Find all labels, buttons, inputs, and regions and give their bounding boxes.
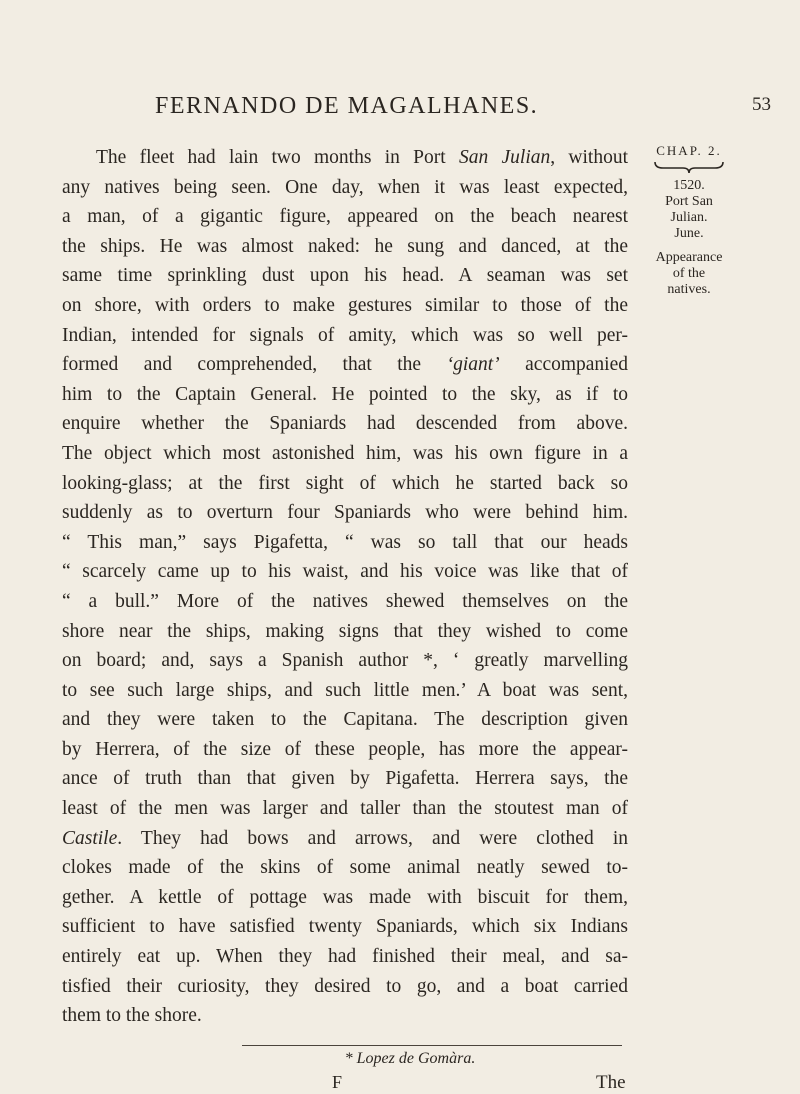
margin-place-1: Port San — [665, 194, 713, 209]
margin-place-2: Julian. — [670, 210, 708, 225]
text-line: Castile. They had bows and arrows, and were clothed in — [62, 827, 628, 849]
text-line: entirely eat up. When they had finished their meal, and sa- — [62, 946, 628, 968]
text-line: clokes made of the skins of some animal neatly sewed to- — [62, 857, 628, 879]
text-line: sufficient to have satisfied twenty Spaniards, which six Indians — [62, 916, 628, 938]
text-line: “ scarcely came up to his waist, and his voice was like that of — [62, 561, 628, 583]
running-title: FERNANDO DE MAGALHANES. — [155, 93, 539, 119]
catchword: The — [596, 1072, 626, 1093]
text-line: tisfied their curiosity, they desired to go, and a boat carried — [62, 975, 628, 997]
text-line: shore near the ships, making signs that they wished to come — [62, 620, 628, 642]
text-line: by Herrera, of the size of these people, has more the appear- — [62, 738, 628, 760]
margin-topic-3: natives. — [667, 282, 711, 297]
margin-notes — [636, 143, 742, 302]
text-line: enquire whether the Spaniards had descended from above. — [62, 413, 628, 435]
text-line: same time sprinkling dust upon his head. A seaman was set — [62, 265, 628, 287]
text-line: him to the Captain General. He pointed to the sky, as if to — [62, 383, 628, 405]
margin-year: 1520. — [673, 178, 705, 193]
page-header — [0, 93, 800, 123]
text-line: a man, of a gigantic figure, appeared on the beach nearest — [62, 206, 628, 228]
text-line: looking-glass; at the first sight of which he started back so — [62, 472, 628, 494]
footnote: * Lopez de Gomàra. — [344, 1050, 476, 1067]
brace-ornament — [653, 160, 725, 174]
margin-chapter: CHAP. 2. — [656, 143, 722, 158]
text-line: them to the shore. — [62, 1005, 202, 1027]
body-text — [62, 143, 628, 1031]
text-line: on board; and, says a Spanish author *, ‘ greatly marvelling — [62, 650, 628, 672]
footnote-rule — [242, 1045, 622, 1046]
text-line: ance of truth than that given by Pigafetta. Herrera says, the — [62, 768, 628, 790]
text-line: any natives being seen. One day, when it was least expected, — [62, 176, 628, 198]
margin-topic-2: of the — [672, 266, 706, 281]
margin-month: June. — [674, 226, 704, 241]
text-line: gether. A kettle of pottage was made with biscuit for them, — [62, 886, 628, 908]
text-line: “ This man,” says Pigafetta, “ was so tall that our heads — [62, 531, 628, 553]
margin-topic-1: Appearance — [655, 250, 723, 265]
text-line: on shore, with orders to make gestures similar to those of the — [62, 294, 628, 316]
text-line: Indian, intended for signals of amity, which was so well per- — [62, 324, 628, 346]
signature-mark: F — [332, 1072, 343, 1092]
text-line: suddenly as to overturn four Spaniards who were behind him. — [62, 502, 628, 524]
page-number: 53 — [752, 94, 771, 115]
text-line: to see such large ships, and such little men.’ A boat was sent, — [62, 679, 628, 701]
text-line: the ships. He was almost naked: he sung and danced, at the — [62, 235, 628, 257]
text-line: formed and comprehended, that the ‘giant’ accompanied — [62, 354, 628, 376]
text-line: least of the men was larger and taller than the stoutest man of — [62, 798, 628, 820]
text-line: “ a bull.” More of the natives shewed themselves on the — [62, 590, 628, 612]
text-line: and they were taken to the Capitana. The description given — [62, 709, 628, 731]
text-line: The object which most astonished him, was his own figure in a — [62, 442, 628, 464]
text-line: The fleet had lain two months in Port San Julian, without — [96, 147, 628, 168]
